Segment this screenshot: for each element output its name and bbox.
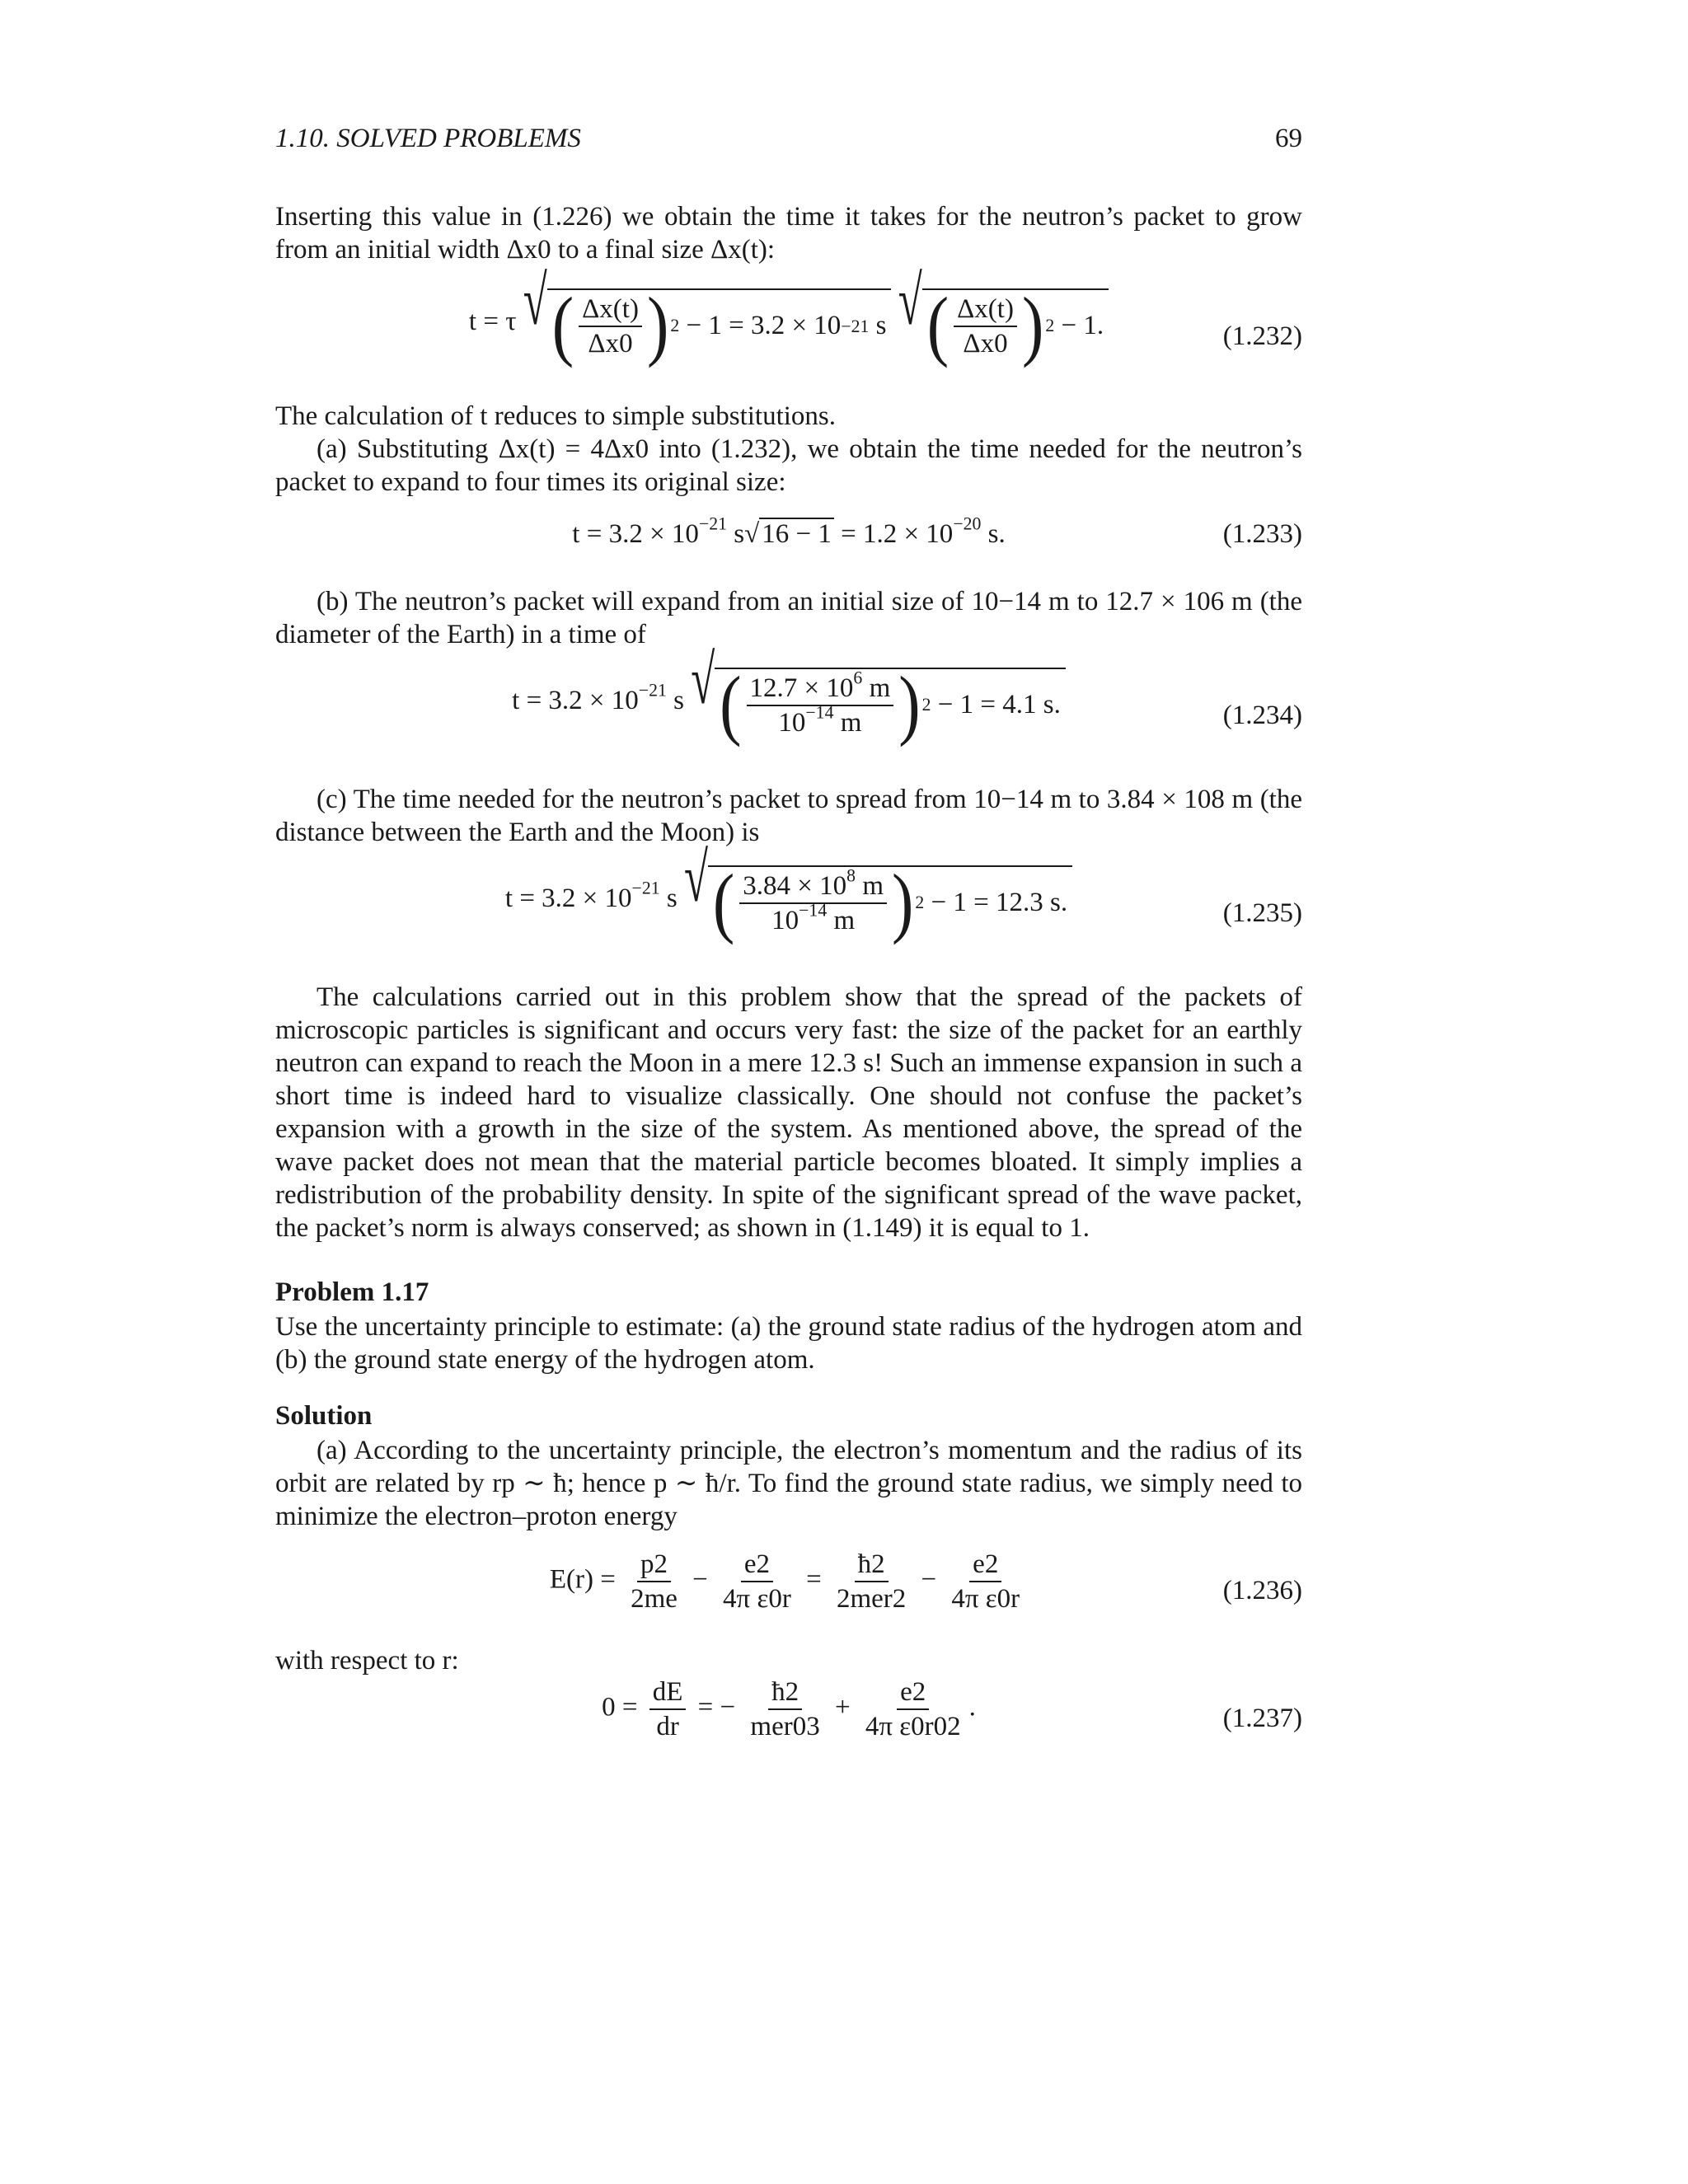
section-title: 1.10. SOLVED PROBLEMS bbox=[275, 124, 581, 153]
paragraph-part-a: (a) Substituting Δx(t) = 4Δx0 into (1.232), we obtain the time needed for the neutron’s packet to expand to four times its original size: bbox=[275, 434, 1302, 497]
paragraph: The calculation of t reduces to simple substitutions. bbox=[275, 401, 837, 431]
equation-number: (1.234) bbox=[1222, 701, 1302, 730]
fraction: $\frac{\Delta x(t)}{\Delta x0}$ bbox=[954, 294, 1017, 359]
equation-number: (1.232) bbox=[1222, 321, 1302, 351]
paragraph: with respect to r: bbox=[275, 1646, 459, 1675]
equation-number: (1.235) bbox=[1222, 898, 1302, 928]
sqrt-symbol: √ ( $\frac{\Delta x(t)}{\Delta x0}$ ) 2 − 1 = 3.2 × 10 −21 s bbox=[523, 288, 892, 359]
equation-1-233: $t = 3.2 \times 10^{-21}$ $s√16 - 1 = 1.2 \times 10^{-20}$ s. (1.233) bbox=[572, 513, 1302, 549]
equation-number: (1.237) bbox=[1222, 1704, 1302, 1733]
sqrt-symbol: √ ( $\frac{\Delta x(t)}{\Delta x0}$ ) 2 − 1. bbox=[898, 288, 1109, 359]
solution-heading: Solution bbox=[275, 1401, 373, 1431]
fraction: $\frac{\Delta x(t)}{\Delta x0}$ bbox=[579, 294, 642, 359]
sqrt-symbol: √ ( $\frac{3.84 \times 10^8 m}{10^{-14} m}$ ) 2 − 1 = 12.3 s. bbox=[684, 865, 1072, 935]
equation-1-232 bbox=[275, 263, 1302, 387]
sqrt-symbol: √ ( $\frac{12.7 \times 10^6 m}{10^{-14} m}$ ) 2 − 1 = 4.1 s. bbox=[691, 668, 1066, 738]
solution-paragraph: (a) According to the uncertainty principle, the electron’s momentum and the radius of its orbit are related by rp ∼ ħ; hence p ∼ ħ/r. To find the ground state radius, we simply need to minimize the electron–proton energy bbox=[275, 1436, 1302, 1531]
problem-heading: Problem 1.17 bbox=[275, 1277, 429, 1307]
paragraph-part-b: (b) The neutron’s packet will expand from an initial size of 10−14 m to 12.7 × 106 m (the diameter of the Earth) in a time of bbox=[275, 587, 1302, 649]
equation-number: (1.233) bbox=[1222, 519, 1302, 549]
fraction: $\frac{12.7 \times 10^6 m}{10^{-14} m}$ bbox=[747, 673, 894, 738]
paragraph-part-c: (c) The time needed for the neutron’s packet to spread from 10−14 m to 3.84 × 108 m (the distance between the Earth and the Moon) is bbox=[275, 785, 1302, 847]
fraction: $\frac{3.84 \times 10^8 m}{10^{-14} m}$ bbox=[739, 871, 887, 935]
page-number: 69 bbox=[1275, 124, 1302, 153]
equation-number: (1.236) bbox=[1222, 1576, 1302, 1605]
paragraph-discussion: The calculations carried out in this problem show that the spread of the packets of microscopic particles is significant and occurs very fast: the size of the packet for an earthly neutron can expand to reach the Moon in a mere 12.3 s! Such an immense expansion in such a short time is indeed hard to visualize classically. One should not confuse the packet’s expansion with a growth in the size of the system. As mentioned above, the spread of the wave packet does not mean that the material particle becomes bloated. It simply implies a redistribution of the probability density. In spite of the significant spread of the wave packet, the packet’s norm is always conserved; as shown in (1.149) it is equal to 1. bbox=[275, 982, 1302, 1243]
equation-1-236: E(r) = $\frac{p2}{2me}$ − $\frac{e2}{\text{4π ε0r}}$ = $\frac{ħ2}{\text{2mer2}}$ − $\frac{e2}{\text{4π ε0r}}$ (1.236) bbox=[549, 1549, 1302, 1614]
running-header bbox=[275, 124, 1302, 165]
equation-1-237: 0 = $\frac{dE}{dr}$ = − $\frac{ħ2}{\text{mer03}}$ + $\frac{e2}{\text{4π ε0r02}}$ . (1.237) bbox=[602, 1677, 1302, 1741]
eq-lhs: t = τ bbox=[468, 307, 517, 337]
paragraph-intro: Inserting this value in (1.226) we obtain the time it takes for the neutron’s packet to grow from an initial width Δx0 to a final size Δx(t): bbox=[275, 202, 1302, 265]
equation-1-235: $t = 3.2 \times 10^{-21}$ s √ ( $\frac{3.84 \times 10^8 m}{10^{-14} m}$ ) 2 − 1 = 12.3 s. (1.235) bbox=[504, 840, 1302, 946]
equation-1-234: $t = 3.2 \times 10^{-21}$ s √ ( $\frac{12.7 \times 10^6 m}{10^{-14} m}$ ) 2 − 1 = 4.1 s. (1.234) bbox=[512, 642, 1302, 748]
problem-statement: Use the uncertainty principle to estimate: (a) the ground state radius of the hydrogen atom and (b) the ground state energy of the hydrogen atom. bbox=[275, 1312, 1302, 1375]
